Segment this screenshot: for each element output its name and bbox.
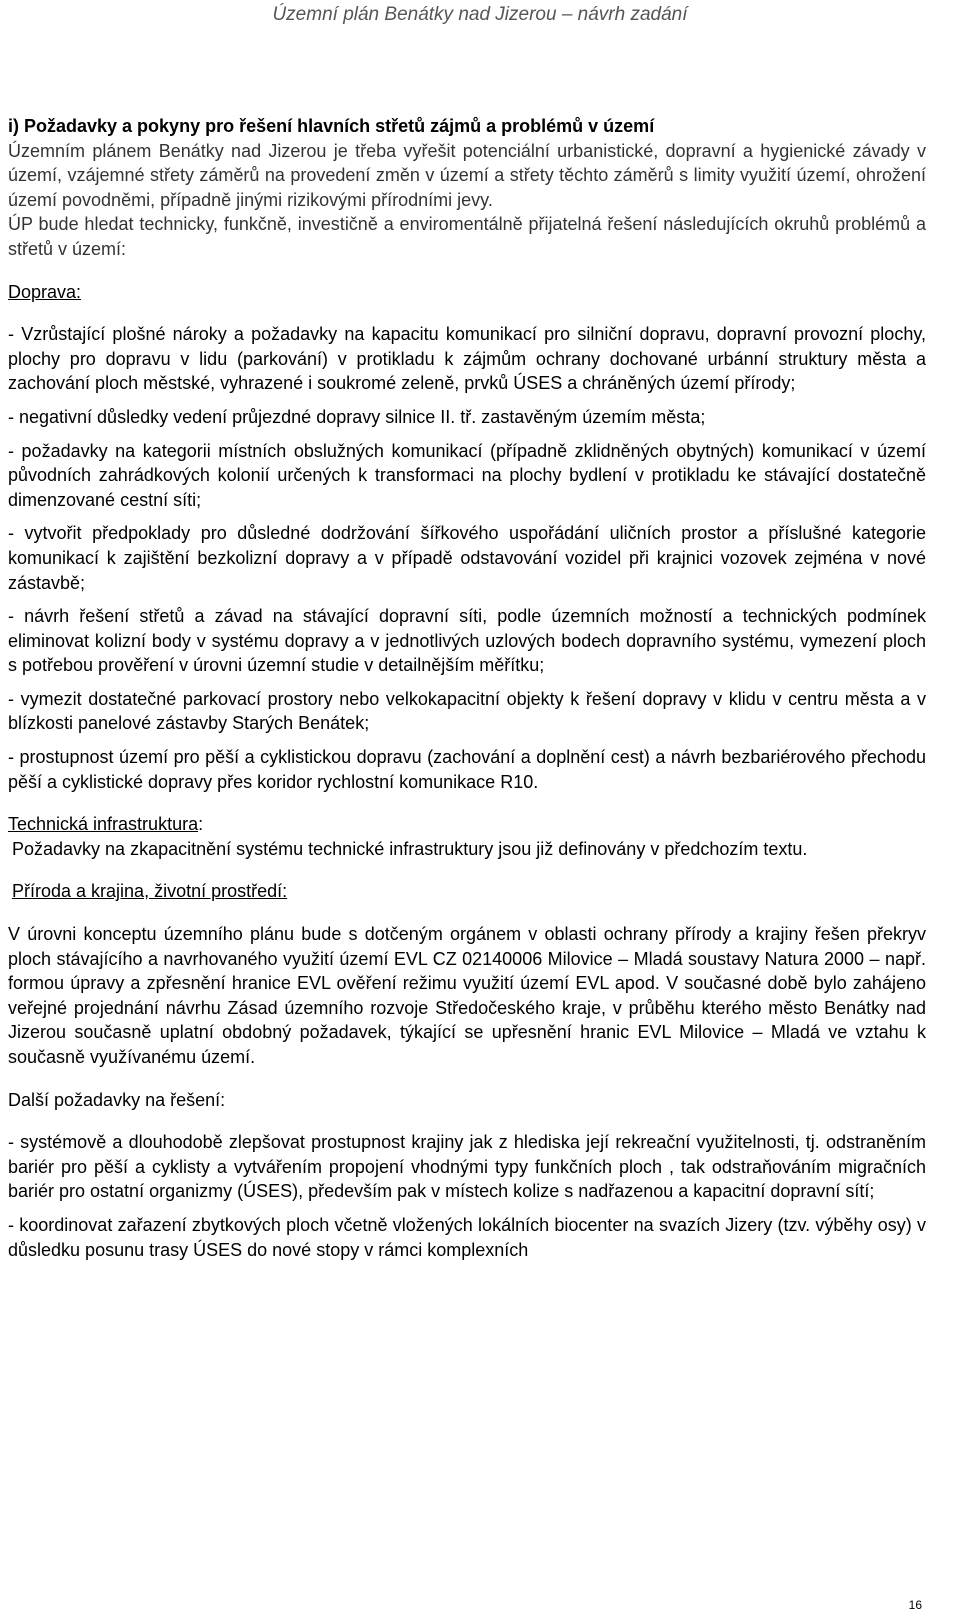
dalsi-heading: Další požadavky na řešení: — [8, 1089, 226, 1110]
doprava-item: - prostupnost území pro pěší a cyklistickou dopravu (zachování a doplnění cest) a návrh bezbariérového přechodu pěší a cyklistické dopravy přes koridor rychlostní komunikace R10. — [8, 747, 926, 792]
page-number: 16 — [908, 1598, 922, 1612]
technicka-heading: Technická infrastruktura: — [8, 814, 204, 835]
doprava-item: - vytvořit předpoklady pro důsledné dodržování šířkového uspořádání uličních prostor a příslušné kategorie komunikací k zajištění bezkolizní dopravy a v případě odstavování vozidel při krajnici vozovek zejména v nové zástavbě; — [8, 523, 926, 593]
intro-paragraph: Územním plánem Benátky nad Jizerou je třeba vyřešit potenciální urbanistické, dopravní a hygienické závady v území, vzájemné střety záměrů na provedení změn v území a střety těchto záměrů s limity využití území, ohrožení území povodněmi, případně jinými rizikovými přírodními jevy. — [8, 140, 926, 210]
doprava-item: - požadavky na kategorii místních obslužných komunikací (případně zklidněných obytných) komunikací v území původních zahrádkových kolonií určených k transformaci na plochy bydlení v protikladu ke stávající dostatečně dimenzované cestní síti; — [8, 440, 926, 510]
doprava-heading: Doprava: — [8, 281, 82, 302]
page-header: Územní plán Benátky nad Jizerou – návrh zadání — [272, 4, 688, 25]
dalsi-item: - koordinovat zařazení zbytkových ploch včetně vložených lokálních biocenter na svazích Jizery (tzv. výběhy osy) v důsledku posunu trasy ÚSES do nové stopy v rámci komplexních — [8, 1214, 926, 1260]
intro-paragraph-2: ÚP bude hledat technicky, funkčně, investičně a enviromentálně přijatelná řešení následujících okruhů problémů a střetů v území: — [8, 214, 926, 259]
priroda-text: V úrovni konceptu územního plánu bude s dotčeným orgánem v oblasti ochrany přírody a krajiny řešen překryv ploch stávajícího a navrhovaného využití území EVL CZ 02140006 Milovice – Mladá soustavy Natura 2000 – např. formou úpravy a zpřesnění hranice EVL ověření režimu využití území EVL apod. V současné době bylo zahájeno veřejné projednání návrhu Zásad územního rozvoje Středočeského kraje, v průběhu kterého město Benátky nad Jizerou současně uplatní obdobný požadavek, týkající se upřesnění hranic EVL Milovice – Mladá ve vztahu k současně využívanému území. — [8, 924, 926, 1067]
section-title: i) Požadavky a pokyny pro řešení hlavních střetů zájmů a problémů v území — [8, 116, 655, 136]
dalsi-item: - systémově a dlouhodobě zlepšovat prostupnost krajiny jak z hlediska její rekreační využitelnosti, tj. odstraněním bariér pro pěší a cyklisty a vytvářením propojení vhodnými typy funkčních ploch , tak odstraňováním migračních bariér pro ostatní organizmy (ÚSES), především pak v místech kolize s nadřazenou a kapacitní dopravní sítí; — [8, 1132, 926, 1202]
document-body — [8, 114, 926, 1262]
doprava-item: - Vzrůstající plošné nároky a požadavky na kapacitu komunikací pro silniční dopravu, dopravní provozní plochy, plochy pro dopravu v lidu (parkování) v protikladu k zájmům ochrany dochované urbánní struktury města a zachování ploch městské, vyhrazené i soukromé zeleně, prvků ÚSES a chráněných území přírody; — [8, 324, 926, 394]
doprava-item: - návrh řešení střetů a závad na stávající dopravní síti, podle územních možností a technických podmínek eliminovat kolizní body v systému dopravy a v jednotlivých uzlových bodech dopravního systému, vymezení ploch s potřebou prověření v úrovni územní studie v detailnějším měřítku; — [8, 606, 926, 676]
priroda-heading: Příroda a krajina, životní prostředí: — [12, 881, 288, 902]
doprava-item: - vymezit dostatečné parkovací prostory nebo velkokapacitní objekty k řešení dopravy v klidu v centru města a v blízkosti panelové zástavby Starých Benátek; — [8, 688, 926, 734]
doprava-item: - negativní důsledky vedení průjezdné dopravy silnice II. tř. zastavěným územím města; — [8, 406, 706, 427]
technicka-text: Požadavky na zkapacitnění systému technické infrastruktury jsou již definovány v předchozím textu. — [12, 838, 808, 859]
